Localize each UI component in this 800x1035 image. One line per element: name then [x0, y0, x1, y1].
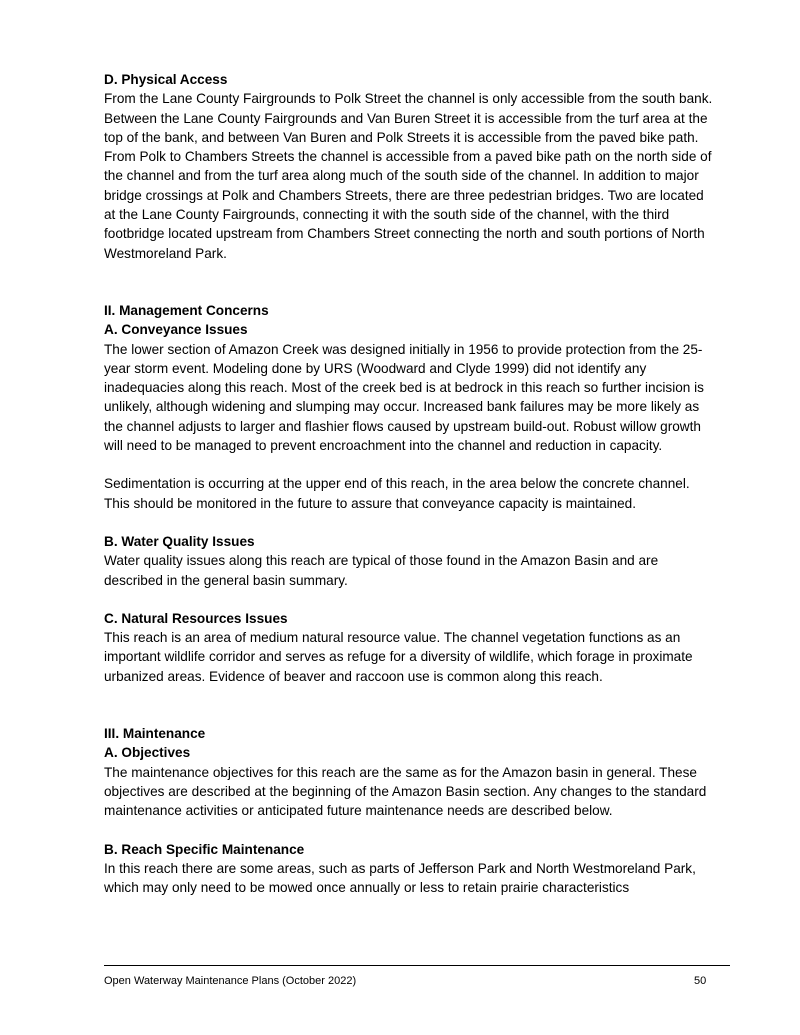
document-body	[104, 70, 718, 897]
footer-divider	[104, 965, 730, 966]
objectives-heading: A. Objectives	[104, 745, 191, 761]
physical-access-paragraph: From the Lane County Fairgrounds to Polk Street the channel is only accessible from the south bank. Between the Lane County Fairgrounds and Van Buren Street it is accessible from the turf area at the top of the bank, and between Van Buren and Polk Streets it is accessible from the paved bike path. From Polk to Chambers Streets the channel is accessible from a paved bike path on the north side of the channel and from the turf area along much of the south side of the channel. In addition to major bridge crossings at Polk and Chambers Streets, there are three pedestrian bridges. Two are located at the Lane County Fairgrounds, connecting it with the south side of the channel, with the third footbridge located upstream from Chambers Street connecting the north and south portions of North Westmoreland Park.	[104, 91, 713, 261]
conveyance-paragraph-1: The lower section of Amazon Creek was designed initially in 1956 to provide protection from the 25-year storm event. Modeling done by URS (Woodward and Clyde 1999) did not identify any inadequacies along this reach. Most of the creek bed is at bedrock in this reach so further incision is unlikely, although widening and slumping may occur. Increased bank failures may be more likely as the channel adjusts to larger and flashier flows caused by upstream build-out. Robust willow growth will need to be managed to prevent encroachment into the channel and reduction in capacity.	[104, 341, 704, 454]
water-quality-heading: B. Water Quality Issues	[104, 533, 255, 549]
page-number: 50	[694, 975, 707, 987]
reach-specific-heading: B. Reach Specific Maintenance	[104, 841, 305, 857]
natural-resources-paragraph: This reach is an area of medium natural resource value. The channel vegetation functions as an important wildlife corridor and serves as refuge for a diversity of wildlife, which forage in proximate urbanized areas. Evidence of beaver and raccoon use is common along this reach.	[104, 630, 693, 684]
physical-access-heading: D. Physical Access	[104, 72, 228, 87]
reach-specific-paragraph: In this reach there are some areas, such as parts of Jefferson Park and North Westmoreland Park, which may only need to be mowed once annually or less to retain prairie characteristics	[104, 860, 696, 896]
natural-resources-heading: C. Natural Resources Issues	[104, 610, 288, 626]
footer-title: Open Waterway Maintenance Plans (October 2022)	[104, 975, 357, 987]
water-quality-paragraph: Water quality issues along this reach are typical of those found in the Amazon Basin and are described in the general basin summary.	[104, 553, 659, 588]
objectives-paragraph: The maintenance objectives for this reach are the same as for the Amazon basin in general. These objectives are described at the beginning of the Amazon Basin section. Any changes to the standard maintenance activities or anticipated future maintenance needs are described below.	[104, 764, 707, 819]
maintenance-heading: III. Maintenance	[104, 726, 206, 742]
conveyance-paragraph-2: Sedimentation is occurring at the upper end of this reach, in the area below the concrete channel. This should be monitored in the future to assure that conveyance capacity is maintained.	[104, 476, 690, 511]
management-concerns-heading: II. Management Concerns	[104, 302, 269, 318]
conveyance-issues-heading: A. Conveyance Issues	[104, 322, 248, 338]
